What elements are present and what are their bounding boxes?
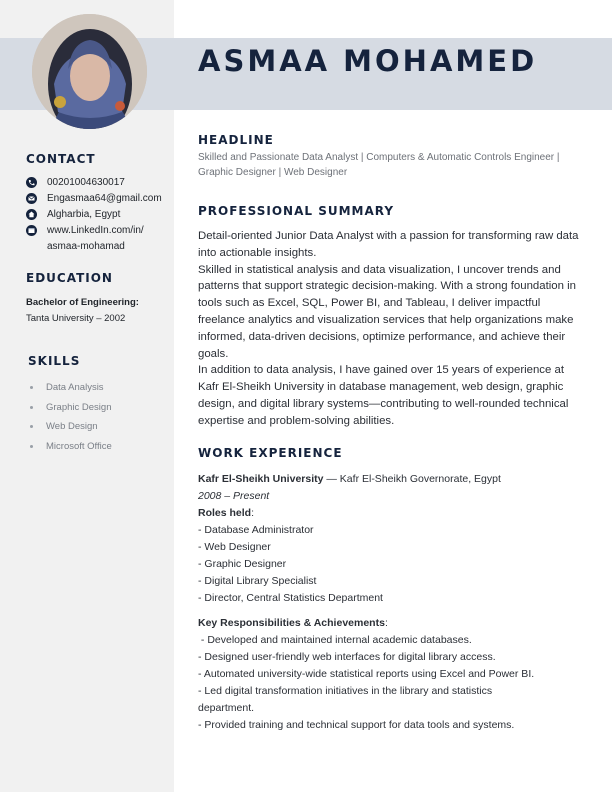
responsibility-item: - Developed and maintained internal academic databases. xyxy=(198,634,472,646)
contact-location xyxy=(26,207,120,223)
headline-text: Skilled and Passionate Data Analyst | Computers & Automatic Controls Engineer | Graphic Designer | Web Designer xyxy=(198,152,560,178)
responsibility-item: - Provided training and technical support for data tools and systems. xyxy=(198,719,515,731)
work-body xyxy=(198,471,582,734)
education-school: Tanta University – 2002 xyxy=(26,313,126,324)
education-heading: EDUCATION xyxy=(26,271,113,285)
skills-list xyxy=(30,378,112,456)
education-degree: Bachelor of Engineering: xyxy=(26,297,139,308)
email-text[interactable]: Engasmaa64@gmail.com xyxy=(47,193,162,204)
responsibility-item: - Automated university-wide statistical reports using Excel and Power BI. xyxy=(198,668,535,680)
role-item: - Database Administrator xyxy=(198,524,314,536)
bullet-icon xyxy=(30,386,33,389)
bullet-icon xyxy=(30,445,33,448)
responsibility-item: - Led digital transformation initiatives in the library and statistics xyxy=(198,685,493,697)
skill-item: Web Design xyxy=(30,417,112,437)
roles-label: Roles held xyxy=(198,507,252,519)
headline-heading: HEADLINE xyxy=(198,133,274,147)
responsibilities-label: Key Responsibilities & Achievements xyxy=(198,617,385,629)
phone-icon xyxy=(26,177,37,188)
employer-name: Kafr El-Sheikh University xyxy=(198,473,324,485)
roles-label-line: Roles held: xyxy=(198,507,255,519)
job-dates: 2008 – Present xyxy=(198,490,270,502)
email-icon xyxy=(26,193,37,204)
skill-item: Microsoft Office xyxy=(30,437,112,457)
contact-email xyxy=(26,191,162,207)
summary-paragraph: Skilled in statistical analysis and data visualization, I uncover trends and patterns that support strategic decision-making. With a strong foundation in tools such as Excel, SQL, Power BI, and Tableau, I deliver impactful freelance analytics and visualization services that help organizations make informed, data-driven decisions, optimize performance, and achieve their goals. xyxy=(198,263,576,360)
role-item: - Web Designer xyxy=(198,541,271,553)
linkedin-link-line1[interactable]: www.LinkedIn.com/in/ xyxy=(47,225,144,236)
contact-phone xyxy=(26,175,125,191)
summary-paragraph: In addition to data analysis, I have gained over 15 years of experience at Kafr El-Sheikh University in database management, web design, graphic design, and digital library systems—contributing to well-rounded technical expertise and problem-solving abilities. xyxy=(198,364,569,427)
resp-label-line: Key Responsibilities & Achievements: xyxy=(198,617,388,629)
linkedin-link-line2[interactable]: asmaa-mohamad xyxy=(47,241,125,252)
summary-body xyxy=(198,228,582,430)
contact-heading: CONTACT xyxy=(26,152,96,166)
candidate-name: ASMAA MOHAMED xyxy=(198,44,538,78)
skill-item: Graphic Design xyxy=(30,398,112,418)
role-item: - Digital Library Specialist xyxy=(198,575,317,587)
bullet-icon xyxy=(30,406,33,409)
role-item: - Graphic Designer xyxy=(198,558,287,570)
responsibility-item: - Designed user-friendly web interfaces for digital library access. xyxy=(198,651,496,663)
location-text: Algharbia, Egypt xyxy=(47,209,121,220)
employer-location: — Kafr El-Sheikh Governorate, Egypt xyxy=(323,473,501,485)
contact-linkedin xyxy=(26,223,144,255)
job-title-line xyxy=(198,471,582,488)
role-item: - Director, Central Statistics Department xyxy=(198,592,383,604)
responsibility-item: department. xyxy=(198,702,255,714)
skills-heading: SKILLS xyxy=(28,354,81,368)
summary-paragraph: Detail-oriented Junior Data Analyst with a passion for transforming raw data into actionable insights. xyxy=(198,230,579,259)
bullet-icon xyxy=(30,425,33,428)
profile-photo xyxy=(32,14,147,129)
web-icon xyxy=(26,225,37,236)
work-heading: WORK EXPERIENCE xyxy=(198,446,343,460)
summary-heading: PROFESSIONAL SUMMARY xyxy=(198,204,395,218)
skill-item: Data Analysis xyxy=(30,378,112,398)
phone-text: 00201004630017 xyxy=(47,177,125,188)
home-icon xyxy=(26,209,37,220)
